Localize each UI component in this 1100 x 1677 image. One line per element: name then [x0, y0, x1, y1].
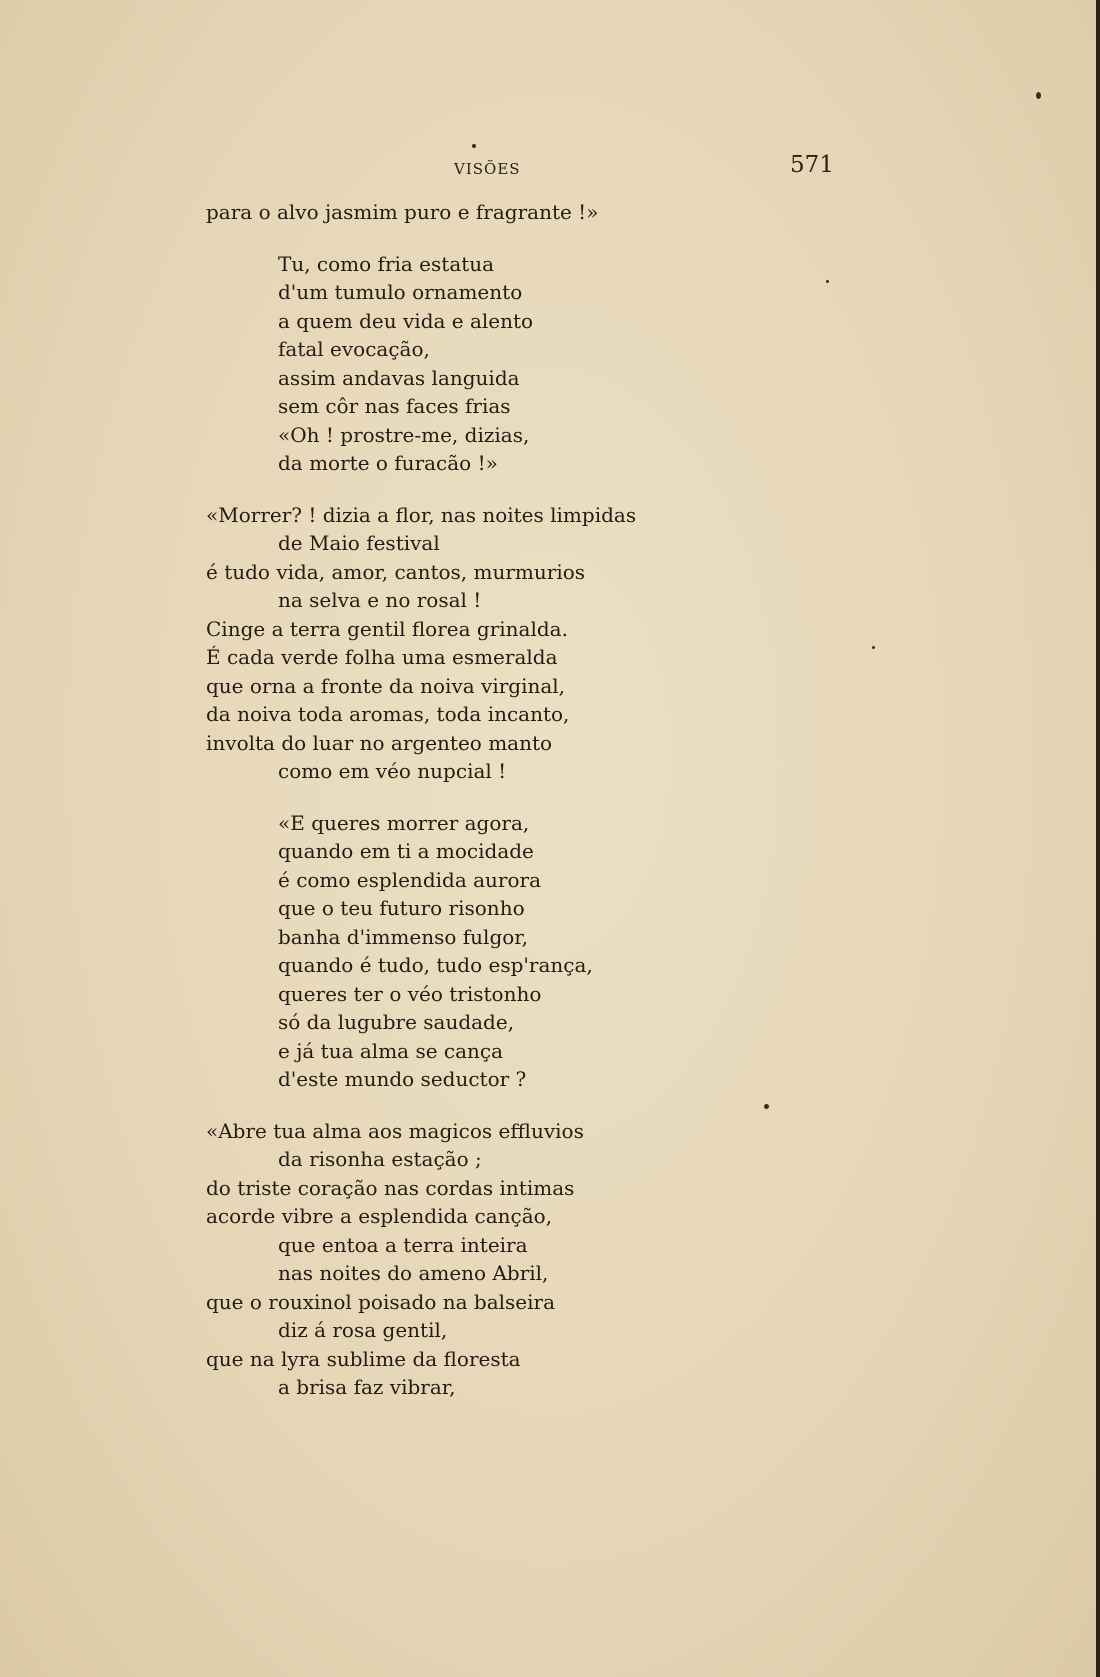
poem-line: sem côr nas faces frias	[278, 394, 511, 418]
poem-line: que na lyra sublime da floresta	[206, 1346, 521, 1371]
poem-line: que o teu futuro risonho	[278, 896, 525, 920]
poem-line: «E queres morrer agora,	[278, 810, 530, 835]
poem-line: queres ter o véo tristonho	[278, 981, 542, 1006]
page-edge	[1096, 0, 1100, 1677]
stanza-4	[206, 1117, 906, 1402]
stanza-2	[206, 501, 906, 786]
poem-line: e já tua alma se cança	[278, 1038, 504, 1063]
poem-line: é tudo vida, amor, cantos, murmurios	[206, 559, 586, 584]
stanza-1	[206, 250, 906, 478]
paper-speck	[764, 1104, 769, 1109]
poem-line: do triste coração nas cordas intimas	[206, 1175, 575, 1200]
paper-speck	[872, 646, 875, 649]
poem-line: que o rouxinol poisado na balseira	[206, 1289, 556, 1314]
poem-line: «Oh ! prostre-me, dizias,	[278, 422, 530, 447]
poem-line: fatal evocação,	[278, 337, 430, 361]
poem-line: que entoa a terra inteira	[278, 1232, 528, 1257]
paper-speck	[472, 144, 476, 148]
poem-line: a quem deu vida e alento	[278, 308, 534, 333]
poem-line: da noiva toda aromas, toda incanto,	[206, 702, 570, 726]
poem-line: d'este mundo seductor ?	[278, 1067, 527, 1091]
poem-line: assim andavas languida	[278, 365, 520, 390]
poem-line: «Morrer? ! dizia a flor, nas noites limpidas	[206, 502, 637, 527]
poem-line: «Abre tua alma aos magicos effluvios	[206, 1118, 584, 1143]
paper-speck	[826, 280, 829, 283]
poem-line: para o alvo jasmim puro e fragrante !»	[206, 200, 599, 224]
poem-line: Tu, como fria estatua	[278, 251, 495, 276]
running-title: VISÕES	[454, 160, 521, 178]
page-header	[0, 148, 1100, 188]
poem-line: na selva e no rosal !	[278, 588, 482, 612]
poem-line: acorde vibre a esplendida canção,	[206, 1204, 553, 1228]
poem-line: d'um tumulo ornamento	[278, 280, 523, 304]
poem-line: é como esplendida aurora	[278, 867, 541, 892]
poem-line: de Maio festival	[278, 531, 440, 555]
poem-line: que orna a fronte da noiva virginal,	[206, 673, 566, 698]
poem-line: nas noites do ameno Abril,	[278, 1261, 549, 1285]
paper-speck	[1036, 92, 1041, 99]
poem-line: como em véo nupcial !	[278, 759, 507, 783]
stanza-3	[206, 809, 906, 1094]
poem-line: só da lugubre saudade,	[278, 1010, 515, 1034]
poem-line: É cada verde folha uma esmeralda	[206, 645, 558, 669]
poem-body	[206, 198, 906, 1402]
page-number: 571	[790, 152, 834, 178]
poem-line: banha d'immenso fulgor,	[278, 924, 529, 949]
poem-line: quando é tudo, tudo esp'rança,	[278, 953, 593, 977]
poem-line: da morte o furacão !»	[278, 451, 498, 475]
poem-line: a brisa faz vibrar,	[278, 1375, 456, 1399]
poem-line: quando em ti a mocidade	[278, 839, 534, 863]
poem-line: diz á rosa gentil,	[278, 1318, 448, 1342]
poem-line: da risonha estação ;	[278, 1147, 482, 1171]
poem-line: involta do luar no argenteo manto	[206, 730, 553, 755]
poem-line: Cinge a terra gentil florea grinalda.	[206, 616, 568, 641]
